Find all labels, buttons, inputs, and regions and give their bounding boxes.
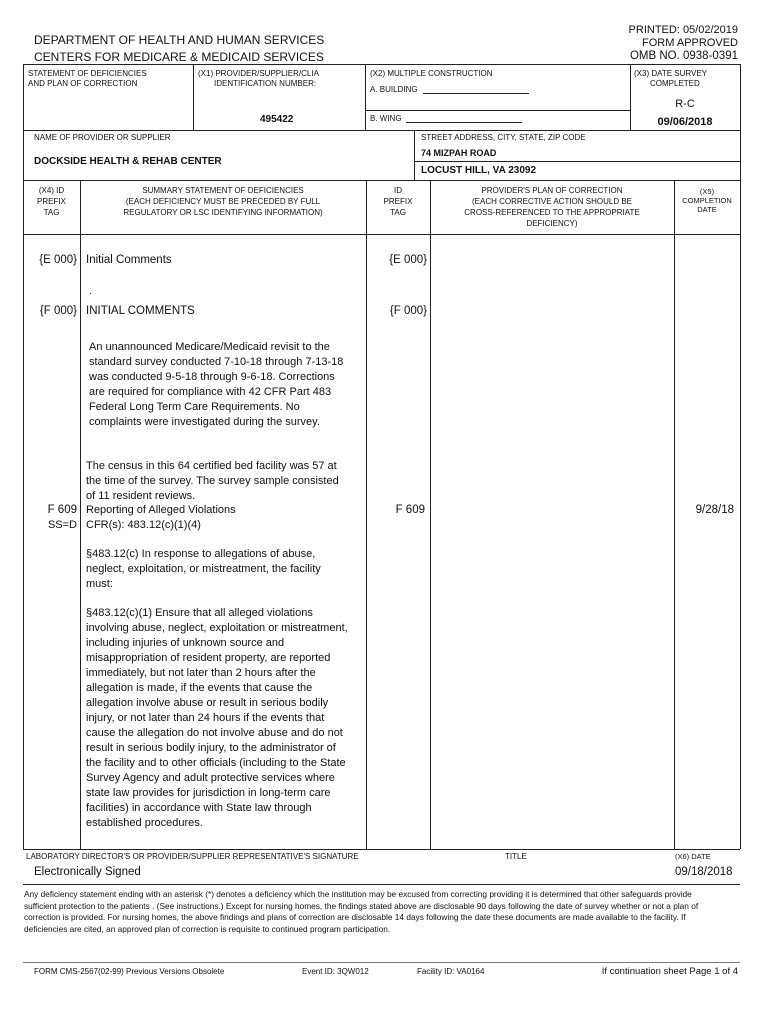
f609-scope-severity: SS=D bbox=[47, 519, 77, 531]
regulation-c1-paragraph: §483.12(c)(1) Ensure that all alleged violations involving abuse, neglect, exploitation or mistreatment, including injuries of unknown source and misappropriation of resident property, are reported immediately, but not later than 2 hours after the allegation is made, if the events that cause the allegation involve abuse or result in serious bodily injury, or not later than 24 hours if the events that cause the allegation do not involve abuse and do not result in serious bodily injury, to the administrator of the facility and to other officials (including to the State Survey Agency and adult protective services where state law provides for jurisdiction in long-term care facilities) in accordance with State law through established procedures. bbox=[86, 607, 348, 829]
f609-tag-right: F 609 bbox=[395, 504, 425, 516]
rule-columns-bottom bbox=[23, 234, 740, 235]
facility-id: Facility ID: VA0164 bbox=[417, 967, 485, 976]
signature-label: LABORATORY DIRECTOR'S OR PROVIDER/SUPPLIER REPRESENTATIVE'S SIGNATURE bbox=[26, 852, 359, 861]
summary-header-3: REGULATORY OR LSC IDENTIFYING INFORMATION) bbox=[123, 208, 323, 217]
form-approved: FORM APPROVED bbox=[642, 37, 738, 49]
plan-header-2: (EACH CORRECTIVE ACTION SHOULD BE bbox=[471, 197, 633, 206]
plan-header-1: PROVIDER'S PLAN OF CORRECTION bbox=[481, 186, 623, 195]
statement-label-1: STATEMENT OF DEFICIENCIES bbox=[28, 69, 147, 78]
rule-box-bottom bbox=[23, 130, 740, 131]
x4-header-3: TAG bbox=[43, 208, 60, 217]
provider-name: DOCKSIDE HEALTH & REHAB CENTER bbox=[34, 156, 222, 167]
rule-v-x1 bbox=[193, 64, 194, 130]
rule-top bbox=[23, 64, 740, 65]
building-blank bbox=[423, 93, 529, 94]
summary-header-1: SUMMARY STATEMENT OF DEFICIENCIES bbox=[142, 186, 304, 195]
rule-col-x4 bbox=[80, 180, 81, 849]
signature-date: 09/18/2018 bbox=[675, 866, 733, 878]
rule-v-x2 bbox=[365, 64, 366, 130]
rule-provider-bottom bbox=[23, 180, 740, 181]
summary-header-2: (EACH DEFICIENCY MUST BE PRECEDED BY FULL bbox=[125, 197, 321, 206]
e000-text: Initial Comments bbox=[86, 254, 172, 266]
rule-footnote-bottom bbox=[23, 962, 740, 963]
e000-tag-right: {E 000} bbox=[389, 254, 427, 266]
f609-cfr: CFR(s): 483.12(c)(1)(4) bbox=[86, 519, 201, 531]
f609-tag-left: F 609 bbox=[47, 504, 77, 516]
address-label: STREET ADDRESS, CITY, STATE, ZIP CODE bbox=[421, 133, 586, 142]
id-header-1: ID bbox=[394, 186, 402, 195]
title-label: TITLE bbox=[505, 852, 527, 861]
f000-tag-left: {F 000} bbox=[39, 305, 77, 317]
f609-title: Reporting of Alleged Violations bbox=[86, 504, 236, 516]
x5-header-2: COMPLETION bbox=[682, 196, 732, 205]
x3-label-1: (X3) DATE SURVEY bbox=[634, 69, 708, 78]
signature-value: Electronically Signed bbox=[34, 866, 141, 878]
provider-name-label: NAME OF PROVIDER OR SUPPLIER bbox=[34, 133, 171, 142]
regulation-c-paragraph: §483.12(c) In response to allegations of abuse, neglect, exploitation, or mistreatment, the facility must: bbox=[86, 548, 321, 590]
x4-header-2: PREFIX bbox=[37, 197, 66, 206]
event-id: Event ID: 3QW012 bbox=[302, 967, 369, 976]
survey-date: 09/06/2018 bbox=[657, 116, 713, 128]
agency-line-2: CENTERS FOR MEDICARE & MEDICAID SERVICES bbox=[34, 50, 324, 64]
census-paragraph: The census in this 64 certified bed facility was 57 at the time of the survey. The survey sample consisted of 11 resident reviews. bbox=[86, 460, 339, 502]
building-label: A. BUILDING bbox=[370, 85, 418, 94]
rule-street bbox=[414, 161, 740, 162]
f000-text: INITIAL COMMENTS bbox=[86, 305, 195, 317]
plan-header-3: CROSS-REFERENCED TO THE APPROPRIATE bbox=[464, 208, 640, 217]
provider-id-value: 495422 bbox=[260, 114, 294, 125]
disclosure-footnote: Any deficiency statement ending with an asterisk (*) denotes a deficiency which the institution may be excused from correcting providing it is determined that other safeguards provide sufficient protection to the patients . (See instructions.) Except for nursing homes, the findings stated above are disclosable 90 days following the date of survey whether or not a plan of correction is provided. For nursing homes, the above findings and plans of correction are disclosable 14 days following the date these documents are made available to the facility. If deficiencies are cited, an approved plan of correction is requisite to continued program participation. bbox=[24, 889, 699, 934]
statement-label-2: AND PLAN OF CORRECTION bbox=[28, 79, 138, 88]
survey-intro-paragraph: An unannounced Medicare/Medicaid revisit to the standard survey conducted 7-10-18 through 7-13-18 was conducted 9-5-18 through 9-6-18. Corrections are required for compliance with 42 CFR Part 483 Federal Long Term Care Requirements. No complaints were investigated during the survey. bbox=[89, 341, 344, 428]
rule-left bbox=[23, 64, 24, 849]
wing-label: B. WING bbox=[370, 114, 402, 123]
wing-blank bbox=[406, 122, 522, 123]
plan-header-4: DEFICIENCY) bbox=[526, 219, 578, 228]
x5-header-1: (X5) bbox=[699, 187, 715, 196]
printed-date: PRINTED: 05/02/2019 bbox=[628, 24, 738, 36]
dot-mark: . bbox=[89, 286, 92, 297]
id-header-3: TAG bbox=[390, 208, 406, 217]
x3-label-2: COMPLETED bbox=[650, 79, 700, 88]
form-number: FORM CMS-2567(02-99) Previous Versions Obsolete bbox=[34, 967, 225, 976]
f000-tag-right: {F 000} bbox=[389, 305, 427, 317]
rule-signature-bottom bbox=[23, 884, 740, 885]
x6-date-label: (X6) DATE bbox=[675, 852, 711, 861]
rule-v-address bbox=[414, 130, 415, 180]
city-state-zip: LOCUST HILL, VA 23092 bbox=[421, 165, 537, 176]
x5-header-3: DATE bbox=[697, 205, 717, 214]
page-indicator: If continuation sheet Page 1 of 4 bbox=[601, 966, 738, 977]
id-header-2: PREFIX bbox=[383, 197, 413, 206]
rule-wing bbox=[365, 110, 630, 111]
agency-line-1: DEPARTMENT OF HEALTH AND HUMAN SERVICES bbox=[34, 33, 325, 47]
x1-label-1: (X1) PROVIDER/SUPPLIER/CLIA bbox=[198, 69, 319, 78]
x4-header-1: (X4) ID bbox=[38, 186, 65, 195]
x2-label: (X2) MULTIPLE CONSTRUCTION bbox=[370, 69, 493, 78]
rule-col-id bbox=[430, 180, 431, 849]
e000-tag-left: {E 000} bbox=[39, 254, 77, 266]
survey-type: R-C bbox=[675, 98, 695, 110]
rule-content-bottom bbox=[23, 849, 740, 850]
f609-completion-date: 9/28/18 bbox=[695, 504, 734, 516]
omb-number: OMB NO. 0938-0391 bbox=[629, 50, 738, 62]
street-address: 74 MIZPAH ROAD bbox=[421, 148, 497, 158]
rule-right bbox=[740, 64, 741, 849]
x1-label-2: IDENTIFICATION NUMBER: bbox=[214, 79, 317, 88]
